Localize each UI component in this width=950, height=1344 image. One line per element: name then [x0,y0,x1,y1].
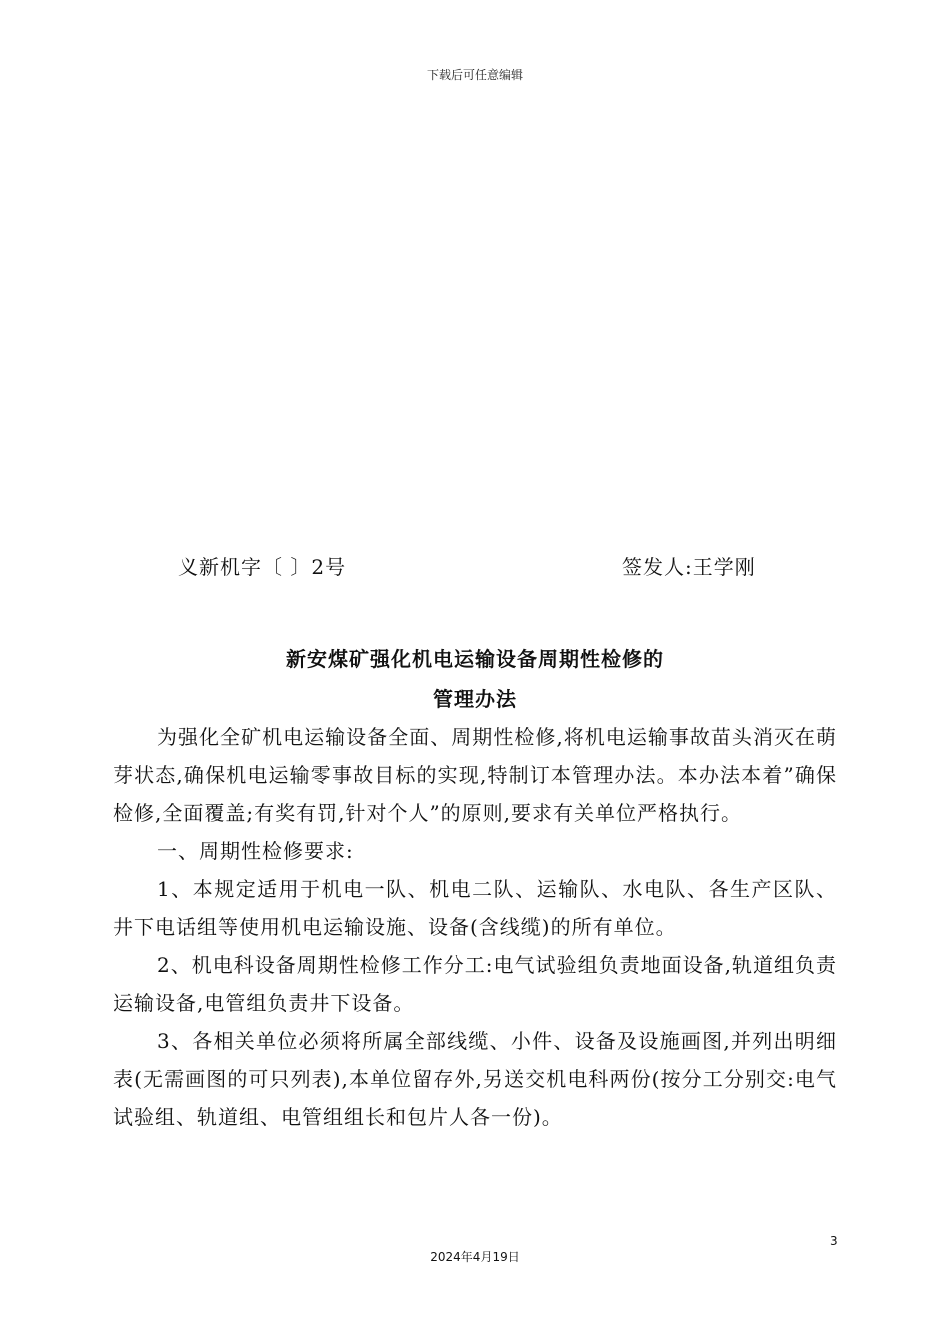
document-title-line-2: 管理办法 [433,687,517,711]
paragraph-item-2: 2、机电科设备周期性检修工作分工:电气试验组负责地面设备,轨道组负责运输设备,电管组负责井下设备。 [113,953,837,1015]
paragraph-item-1: 1、本规定适用于机电一队、机电二队、运输队、水电队、各生产区队、井下电话组等使用机电运输设施、设备(含线缆)的所有单位。 [113,877,837,939]
paragraph-item-3: 3、各相关单位必须将所属全部线缆、小件、设备及设施画图,并列出明细表(无需画图的可只列表),本单位留存外,另送交机电科两份(按分工分别交:电气试验组、轨道组、电管组组长和包片人各一份)。 [113,1029,837,1129]
footer-date: 2024年4月19日 [430,1250,520,1264]
header-note: 下载后可任意编辑 [426,68,523,82]
paragraph-intro: 为强化全矿机电运输设备全面、周期性检修,将机电运输事故苗头消灭在萌芽状态,确保机电运输零事故目标的实现,特制订本管理办法。本办法本着”确保检修,全面覆盖;有奖有罚,针对个人”的原则,要求有关单位严格执行。 [113,725,837,825]
document-reference-number: 义新机字〔 〕2号 [178,555,347,579]
document-body [113,718,837,1136]
document-title-line-1: 新安煤矿强化机电运输设备周期性检修的 [286,647,664,671]
page-number: 3 [830,1234,838,1248]
signer-label: 签发人:王学刚 [622,555,756,579]
paragraph-section-heading: 一、周期性检修要求: [157,839,354,863]
